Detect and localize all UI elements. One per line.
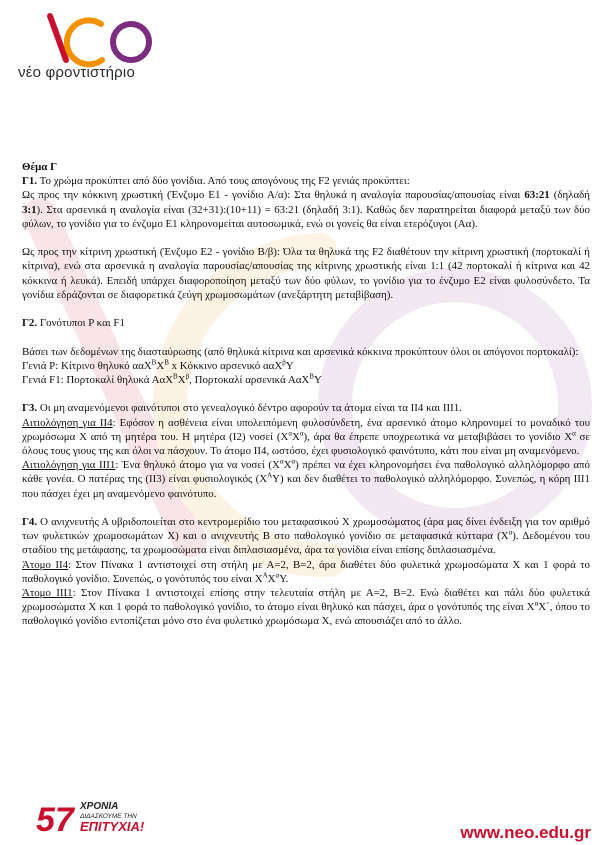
g3-intro-text: Οι μη αναμενόμενοι φαινότυποι στο γενεαλογικό δέντρο αφορούν τα άτομα είναι τα ΙΙ4 και ΙΙΙ1. [37, 402, 462, 415]
g2-f-e: , Πορτοκαλί αρσενικά ΑαX [189, 374, 310, 386]
section-title: Θέμα Γ [22, 161, 58, 173]
g3-ii4-c: X [291, 430, 300, 443]
g2-generation-f1 [22, 373, 590, 387]
g2-f-sup3: B [309, 372, 314, 381]
g1-intro [22, 174, 590, 188]
g2-title: Γονότυποι P και F1 [37, 317, 125, 330]
g4-intro-c: ). Δεδομένου του σταδίου της μετάφασης, τα χρωμοσώματα είναι διπλασιασμένα, άρα τα γονίδια είναι επίσης διπλασιασμένα. [22, 530, 590, 557]
g3-iii1-sup2: α [291, 457, 296, 466]
website-link[interactable]: www.neo.edu.gr [460, 823, 591, 842]
g4-ii4-c: X [267, 572, 276, 585]
g3-iii1-sup3: A [267, 471, 273, 480]
g1-ratio-simplified-bold: 3:1 [22, 203, 37, 216]
g2-generation-p [22, 359, 590, 373]
g2-f-sup1: B [173, 372, 178, 381]
g4-iii1-sup: α [534, 599, 539, 608]
g2-p-a: Γενιά P: Κίτρινο θηλυκό ααX [22, 359, 152, 372]
g2-label: Γ2. [22, 317, 38, 330]
g2-p-e: x Κόκκινο αρσενικό ααX [168, 359, 283, 372]
g2-p-sup1: B [151, 358, 157, 367]
g3-ii4-e: ), άρα θα έπρεπε υποχρεωτικά να μεταβιβάσει το γονίδιο X [303, 430, 573, 443]
g4-ii4-label: Άτομο ΙΙ4 [22, 558, 69, 571]
g4-iii1-a: : Στον Πίνακα 1 αντιστοιχεί επίσης στην τελευταία στήλη με Α=2, Β=2. Ενώ διαθέτει και πάλι δύο φυλετικά χρωμοσώματα Χ και 1 φορά το παθολογικό γονίδιο, το άτομο είναι θηλυκό και πάσχει, άρα ο γονότυπός της είναι X [22, 587, 590, 614]
g2-f-g: Y [313, 374, 322, 386]
g4-iii1-c: X΄, όπου το παθολογικό γονίδιο εντοπίζεται μόνο στο ένα φυλετικό χρωμόσωμα Χ, ενώ απουσιάζει από το άλλο. [22, 601, 591, 628]
g3-iii1-g: Y) και δεν διαθέτει το παθολογικό αλληλόμορφο. Συνεπώς, η κόρη ΙΙΙ1 που πάσχει έχει μη αναμενόμενο φαινότυπο. [22, 473, 590, 500]
g4-ii4-sup1: A [262, 571, 268, 580]
g2-f-a: Γενιά F1: Πορτοκαλί θηλυκά ΑαX [22, 374, 174, 386]
badge-number: 57 [36, 801, 74, 837]
g3-iii1-e: ) πρέπει να έχει κληρονομήσει ένα παθολογικό αλληλόμορφο από κάθε γονέα. Ο πατέρας της (ΙΙ3) είναι φυσιολογικός (X [22, 459, 590, 486]
g2-intro: Βάσει των δεδομένων της διασταύρωσης (από θηλυκά κίτρινα και αρσενικά κόκκινα προκύπτουν όλοι οι απόγονοι πορτοκαλί): [22, 345, 579, 358]
g1-p1-e: ). Στα αρσενικά η αναλογία είναι (32+31):(10+11) = 63:21 (δηλαδή 3:1). Καθώς δεν παρατηρείται διαφορά μεταξύ των δύο φύλων, το γονίδιο για το ένζυμο Ε1 κληρονομείται αυτοσωμικά, ενώ οι γονείς θα είναι ετερόζυγοι (Αα). [22, 203, 590, 230]
g4-intro-sup: α [508, 528, 513, 537]
g3-label: Γ3. [22, 402, 38, 415]
g4-ii4-a: : Στον Πίνακα 1 αντιστοιχεί στη στήλη με Α=2, Β=2, άρα διαθέτει δύο φυλετικά χρωμοσώματα Χ και 1 φορά το παθολογικό γονίδιο. Συνεπώς, ο γονότυπός του είναι X [22, 558, 590, 585]
g3-ii4-sup1: α [288, 429, 292, 438]
g3-iii1-c: X [283, 459, 292, 472]
g4-individual-ii4 [22, 558, 590, 586]
g3-ii4-g: σε όλους τους γιους της και όλοι να πάσχουν. Το άτομο ΙΙ4, ωστόσο, έχει φυσιολογικό φαινότυπο, κάτι που είναι μη αναμενόμενο. [22, 430, 591, 457]
g3-reasoning-iii1 [22, 458, 590, 501]
g3-iii1-sup1: α [279, 457, 284, 466]
g2-f-sup2: β [185, 372, 190, 381]
g2-p-c: X [156, 359, 165, 372]
g3-ii4-sup2: α [299, 429, 304, 438]
badge-line1: ΧΡΟΝΙΑ [80, 801, 119, 812]
g2-p-sup3: β [282, 358, 286, 367]
g3-intro [22, 401, 590, 415]
g4-individual-iii1 [22, 586, 590, 629]
g1-paragraph-red [22, 188, 590, 231]
g3-iii1-a: : Ένα θηλυκό άτομο για να νοσεί (X [115, 459, 280, 472]
g1-p1-c: (δηλαδή [549, 189, 590, 202]
g3-iii1-label: Αιτιολόγηση για ΙΙΙ1 [22, 459, 116, 472]
g3-ii4-a: : Εφόσον η ασθένεια είναι υπολειπόμενη φυλοσύνδετη, ένα αρσενικό άτομο κληρονομεί το μοναδικό του χρωμόσωμα Χ από τη μητέρα του. Η μητέρα (Ι2) νοσεί (X [22, 416, 590, 443]
g2-p-sup2: B [164, 358, 169, 367]
g4-intro-a: Ο ανιχνευτής Α υβριδοποιείται στο κεντρομερίδιο του μεταφασικού Χ χρωμοσώματος (άρα μας δίνει ένδειξη για τον αριθμό των φυλετικών χρωμοσωμάτων Χ) και ο ανιχνευτής Β στο παθολογικό γονίδιο σε μεταφασικά κύτταρα (X [22, 516, 590, 543]
g3-reasoning-ii4 [22, 416, 590, 459]
document-body [22, 160, 590, 629]
g4-intro [22, 515, 590, 558]
g1-p1-a: Ως προς την κόκκινη χρωστική (Ένζυμο Ε1 - γονίδιο Α/α): Στα θηλυκά η αναλογία παρουσίας/απουσίας είναι [22, 189, 525, 202]
badge-line3: ΕΠΙΤΥΧΙΑ! [80, 819, 145, 834]
g2-heading [22, 316, 590, 330]
g2-f-c: X [177, 374, 186, 386]
g4-ii4-sup2: α [275, 571, 280, 580]
g1-ratio-bold: 63:21 [524, 189, 550, 202]
g4-ii4-e: Y. [279, 572, 289, 585]
g3-ii4-sup3: α [572, 429, 576, 438]
g4-iii1-label: Άτομο ΙΙΙ1 [22, 587, 73, 600]
g1-label: Γ1. [22, 175, 38, 188]
badge-line2: ΔΙΔΑΣΚΟΥΜΕ ΤΗΝ [80, 813, 137, 820]
g1-intro-text: Το χρώμα προκύπτει από δύο γονίδια. Από τους απογόνους της F2 γενιάς προκύπτει: [37, 175, 410, 188]
brand-logo-text: νέο φροντιστήριο [18, 64, 135, 81]
g1-paragraph-yellow: Ως προς την κίτρινη χρωστική (Ένζυμο Ε2 - γονίδιο Β/β): Όλα τα θηλυκά της F2 διαθέτουν την κίτρινη χρωστική (πορτοκαλί ή κίτρινα), ενώ στα αρσενικά η αναλογία παρουσίας/απουσίας της κίτρινης χρωστικής είναι 1:1 (42 πορτοκαλί ή κίτρινα και 42 κόκκινα ή λευκά). Επειδή υπάρχει διαφοροποίηση μεταξύ των δύο φύλων, το γονίδιο για το ένζυμο Ε2 είναι φυλοσύνδετο. Τα γονίδια εδράζονται σε διαφορετικά ζεύγη χρωμοσωμάτων (ανεξάρτητη μεταβίβαση). [22, 246, 590, 301]
anniversary-badge [36, 797, 176, 837]
g3-ii4-label: Αιτιολόγηση για ΙΙ4 [22, 416, 113, 429]
g2-p-g: Y [285, 359, 294, 372]
g4-label: Γ4. [22, 516, 38, 528]
